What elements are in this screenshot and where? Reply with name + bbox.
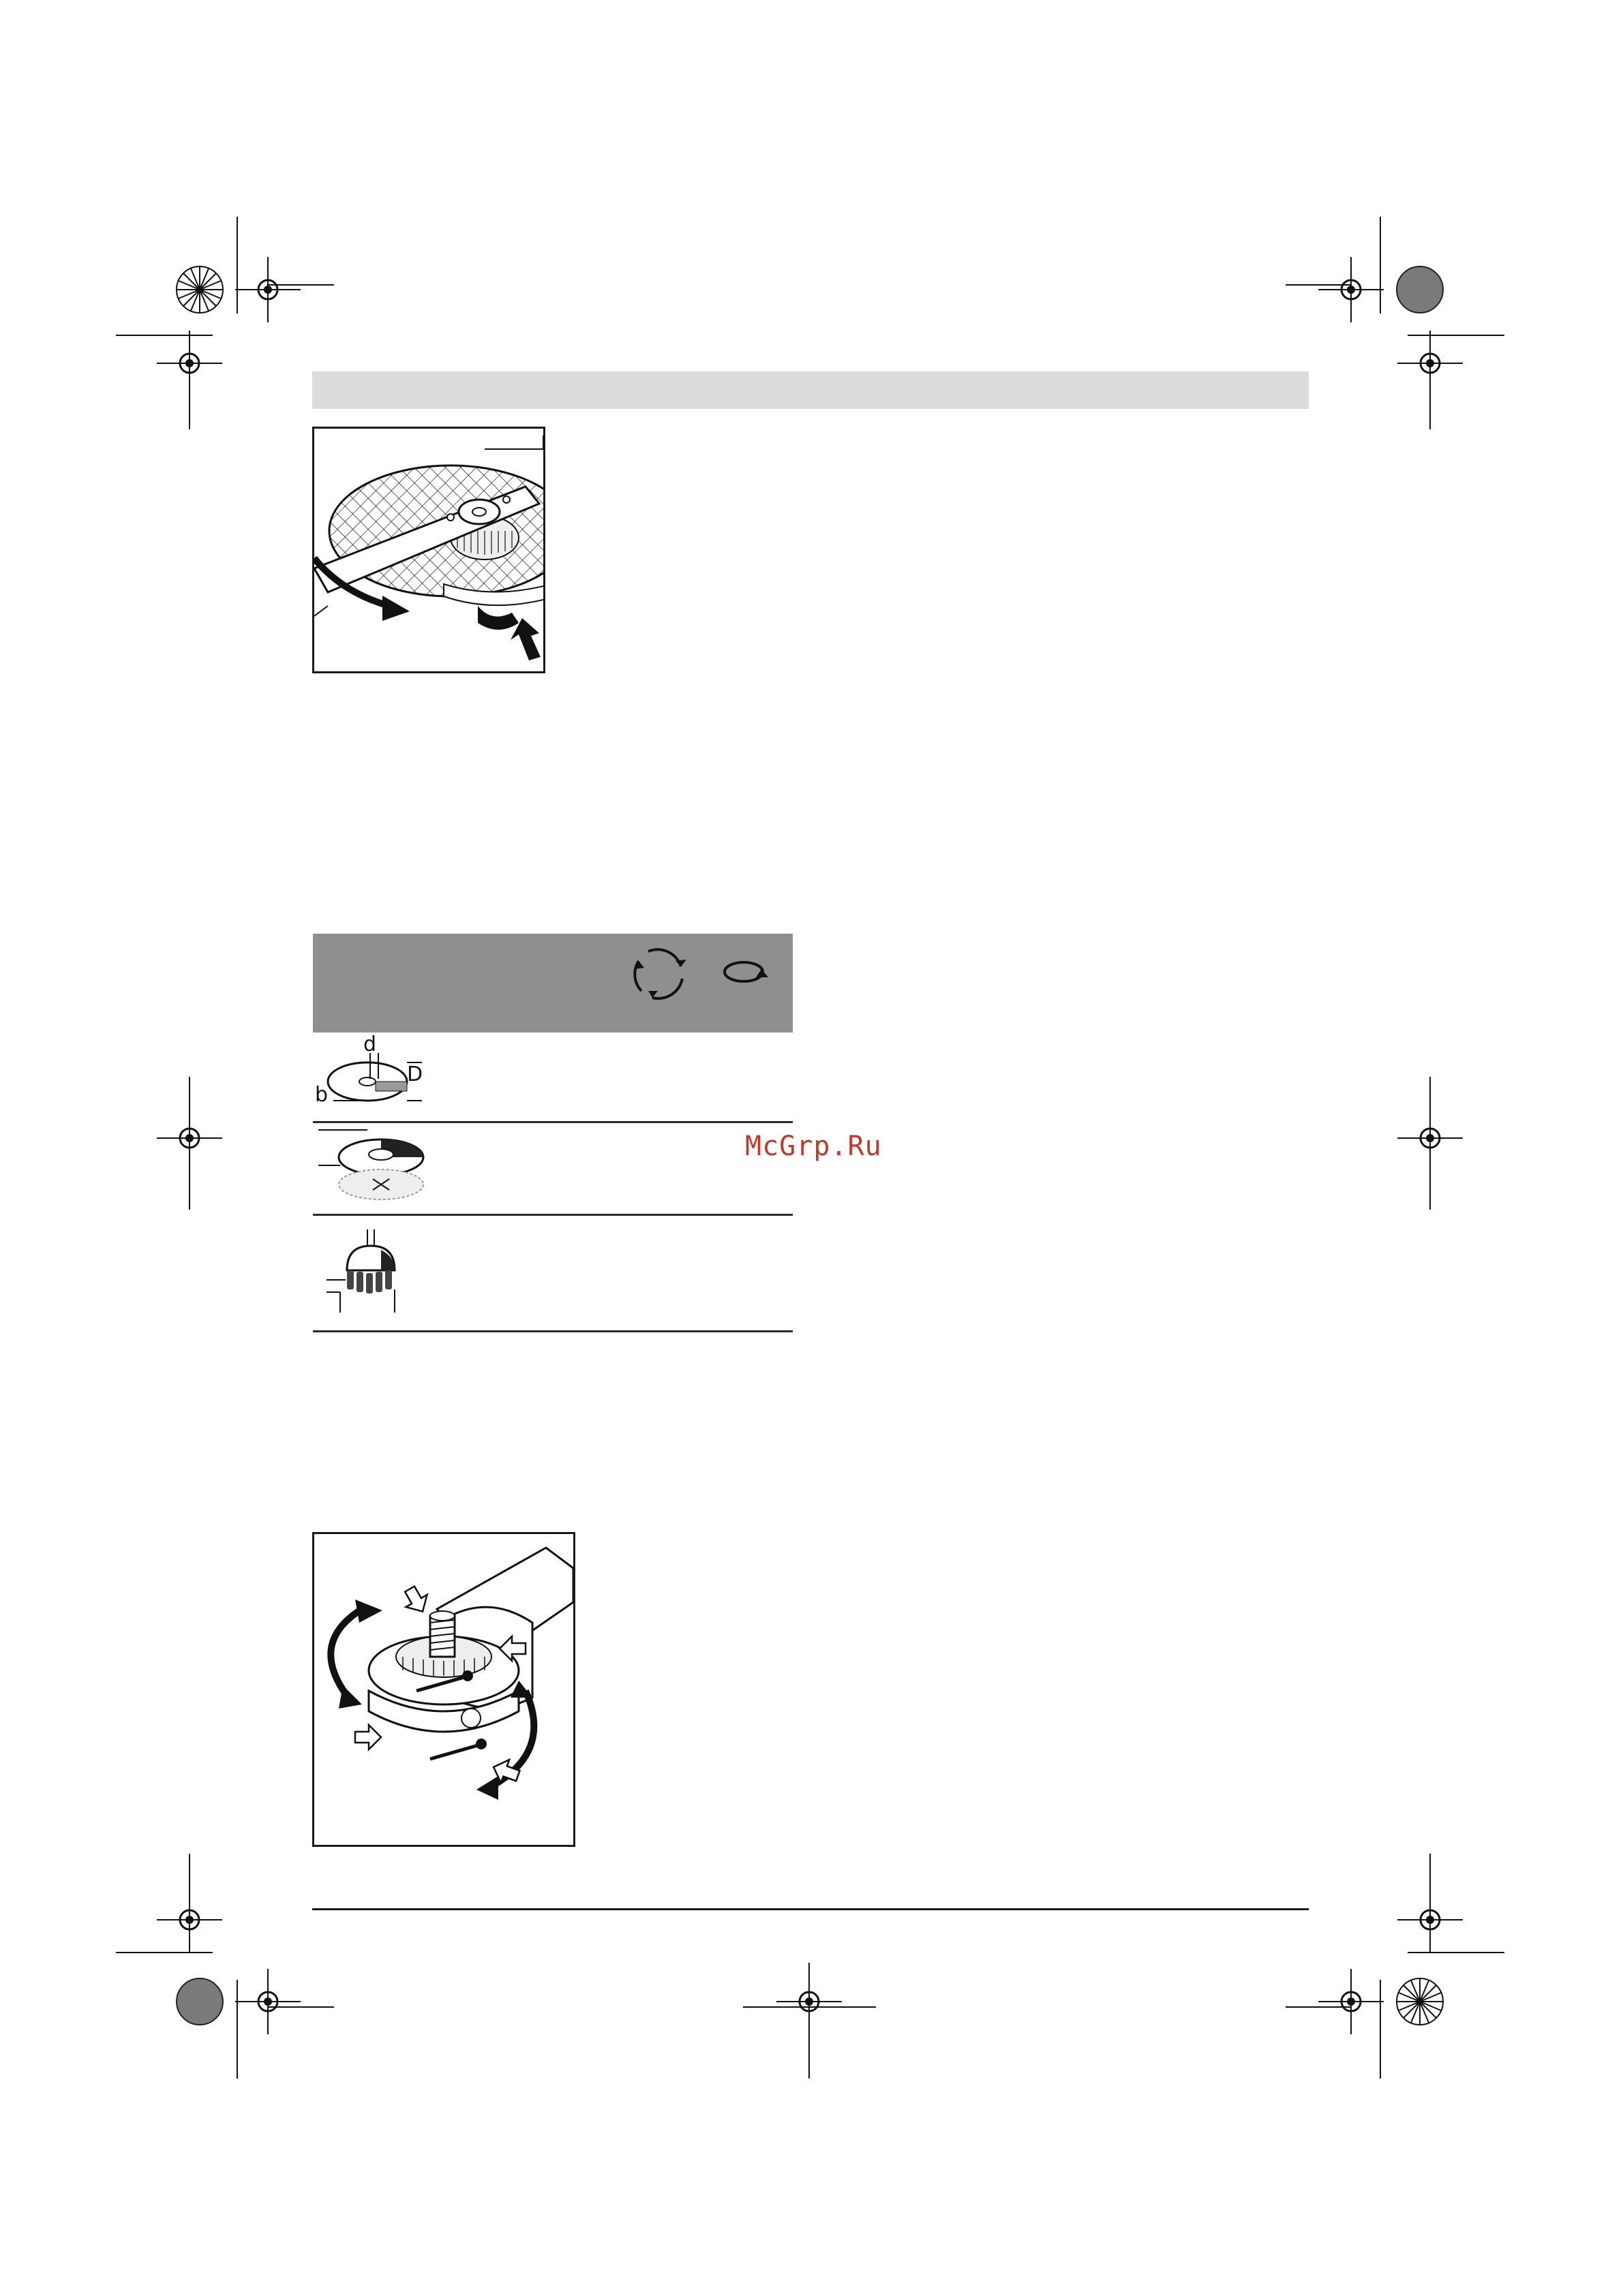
grinding-disc-icon [313, 1123, 436, 1213]
grinder-head-figure [312, 1532, 575, 1847]
table-row [313, 1216, 793, 1330]
table-row [313, 1032, 793, 1121]
dimension-label-b: b [315, 1083, 329, 1107]
table-row-divider [313, 1330, 793, 1332]
dimension-label-D: D [407, 1062, 423, 1086]
wrench-disc-removal-illustration [314, 429, 543, 671]
table-header [313, 934, 793, 1032]
wrench-figure [312, 427, 545, 673]
recycle-arrows-icon [628, 940, 693, 1006]
footer-rule [312, 1908, 1309, 1910]
header-bar [312, 371, 1309, 409]
watermark: McGrp.Ru [745, 1131, 882, 1162]
dimension-label-d: d [363, 1032, 377, 1056]
table-row [313, 1123, 793, 1213]
cup-brush-icon [313, 1216, 436, 1330]
grinder-head-rotation-illustration [314, 1534, 573, 1845]
rotation-direction-icon [722, 957, 770, 987]
